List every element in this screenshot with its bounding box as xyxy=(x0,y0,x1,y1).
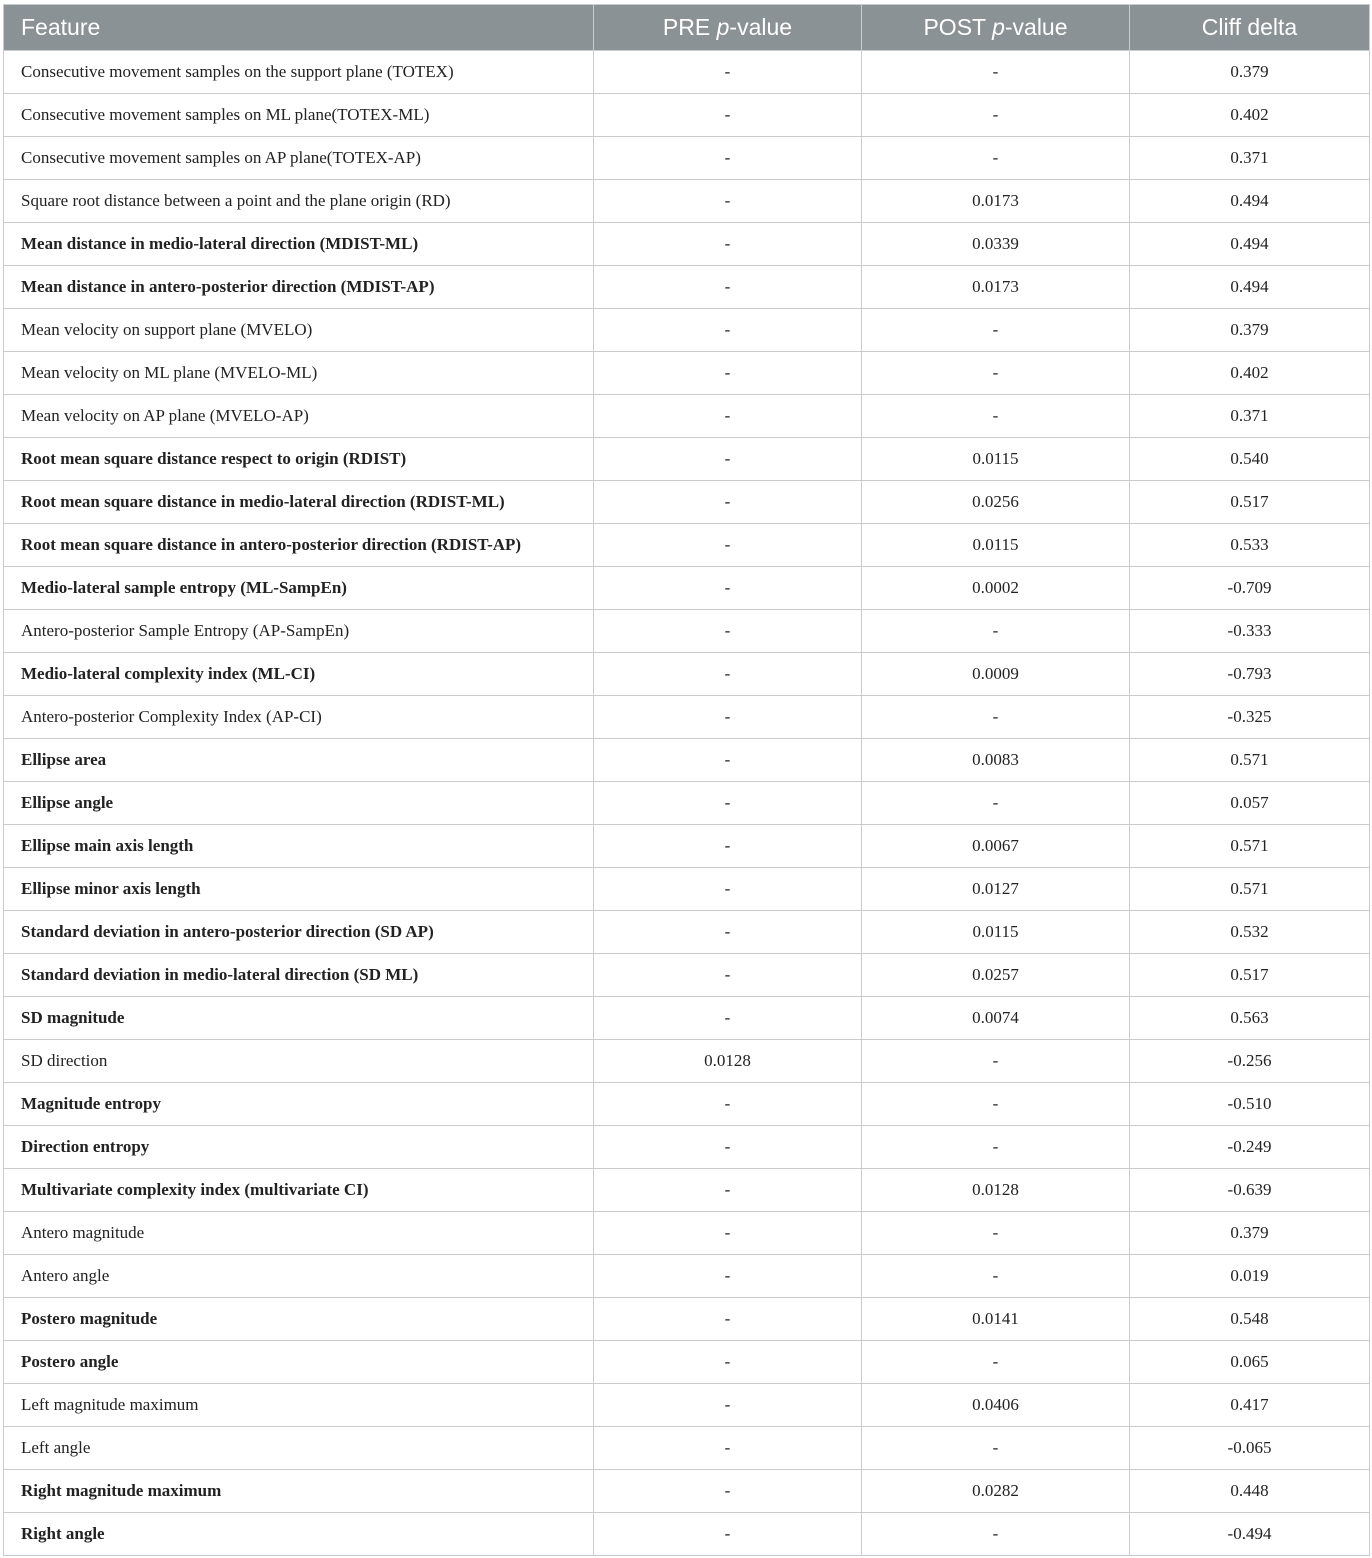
cell-cliff-delta: 0.548 xyxy=(1130,1298,1370,1341)
cell-post-p-value: - xyxy=(862,782,1130,825)
table-row xyxy=(4,524,1370,567)
cell-cliff-delta: -0.793 xyxy=(1130,653,1370,696)
table-row xyxy=(4,696,1370,739)
cell-feature: Mean velocity on ML plane (MVELO-ML) xyxy=(4,352,594,395)
cell-feature: SD direction xyxy=(4,1040,594,1083)
cell-post-p-value: 0.0256 xyxy=(862,481,1130,524)
table-row xyxy=(4,739,1370,782)
cell-pre-p-value: - xyxy=(594,51,862,94)
table-row xyxy=(4,1427,1370,1470)
cell-cliff-delta: -0.065 xyxy=(1130,1427,1370,1470)
cell-pre-p-value: - xyxy=(594,911,862,954)
header-pre-prefix: PRE xyxy=(662,14,717,40)
table-row xyxy=(4,911,1370,954)
table-row xyxy=(4,395,1370,438)
cell-post-p-value: 0.0002 xyxy=(862,567,1130,610)
cell-cliff-delta: -0.256 xyxy=(1130,1040,1370,1083)
cell-cliff-delta: -0.510 xyxy=(1130,1083,1370,1126)
table-row xyxy=(4,1513,1370,1556)
cell-pre-p-value: - xyxy=(594,567,862,610)
header-cliff-delta: Cliff delta xyxy=(1130,5,1370,51)
table-row xyxy=(4,1341,1370,1384)
cell-post-p-value: 0.0173 xyxy=(862,266,1130,309)
cell-feature: Multivariate complexity index (multivariate CI) xyxy=(4,1169,594,1212)
cell-cliff-delta: 0.065 xyxy=(1130,1341,1370,1384)
cell-pre-p-value: - xyxy=(594,1384,862,1427)
cell-cliff-delta: 0.379 xyxy=(1130,1212,1370,1255)
cell-cliff-delta: 0.057 xyxy=(1130,782,1370,825)
cell-post-p-value: - xyxy=(862,352,1130,395)
cell-post-p-value: - xyxy=(862,696,1130,739)
cell-cliff-delta: -0.333 xyxy=(1130,610,1370,653)
cell-pre-p-value: - xyxy=(594,997,862,1040)
cell-cliff-delta: 0.533 xyxy=(1130,524,1370,567)
cell-feature: Magnitude entropy xyxy=(4,1083,594,1126)
cell-feature: Standard deviation in antero-posterior direction (SD AP) xyxy=(4,911,594,954)
cell-feature: Ellipse main axis length xyxy=(4,825,594,868)
cell-pre-p-value: - xyxy=(594,1083,862,1126)
table-row xyxy=(4,954,1370,997)
table-row xyxy=(4,352,1370,395)
cell-feature: Consecutive movement samples on AP plane(TOTEX-AP) xyxy=(4,137,594,180)
table-row xyxy=(4,567,1370,610)
cell-pre-p-value: - xyxy=(594,1169,862,1212)
cell-pre-p-value: - xyxy=(594,739,862,782)
cell-post-p-value: - xyxy=(862,309,1130,352)
cell-cliff-delta: 0.532 xyxy=(1130,911,1370,954)
cell-post-p-value: 0.0115 xyxy=(862,438,1130,481)
cell-pre-p-value: - xyxy=(594,309,862,352)
cell-feature: Antero-posterior Complexity Index (AP-CI) xyxy=(4,696,594,739)
cell-pre-p-value: - xyxy=(594,1298,862,1341)
header-post-italic-p: p xyxy=(992,14,1005,40)
cell-feature: Antero magnitude xyxy=(4,1212,594,1255)
cell-feature: Left magnitude maximum xyxy=(4,1384,594,1427)
cell-pre-p-value: 0.0128 xyxy=(594,1040,862,1083)
cell-post-p-value: - xyxy=(862,51,1130,94)
cell-cliff-delta: -0.639 xyxy=(1130,1169,1370,1212)
cell-post-p-value: 0.0009 xyxy=(862,653,1130,696)
cell-feature: Ellipse angle xyxy=(4,782,594,825)
results-table-container xyxy=(3,4,1369,1556)
cell-pre-p-value: - xyxy=(594,696,862,739)
cell-post-p-value: 0.0128 xyxy=(862,1169,1130,1212)
table-row xyxy=(4,51,1370,94)
cell-pre-p-value: - xyxy=(594,825,862,868)
cell-feature: Direction entropy xyxy=(4,1126,594,1169)
cell-cliff-delta: -0.709 xyxy=(1130,567,1370,610)
table-row xyxy=(4,223,1370,266)
header-pre-p-value xyxy=(594,5,862,51)
cell-post-p-value: - xyxy=(862,1083,1130,1126)
cell-feature: Mean distance in antero-posterior direction (MDIST-AP) xyxy=(4,266,594,309)
cell-cliff-delta: 0.402 xyxy=(1130,94,1370,137)
table-row xyxy=(4,94,1370,137)
cell-cliff-delta: 0.571 xyxy=(1130,868,1370,911)
table-row xyxy=(4,1384,1370,1427)
header-pre-italic-p: p xyxy=(716,14,730,40)
cell-cliff-delta: 0.494 xyxy=(1130,223,1370,266)
cell-post-p-value: - xyxy=(862,1341,1130,1384)
cell-post-p-value: - xyxy=(862,1255,1130,1298)
cell-pre-p-value: - xyxy=(594,266,862,309)
cell-feature: Mean distance in medio-lateral direction (MDIST-ML) xyxy=(4,223,594,266)
cell-feature: Right angle xyxy=(4,1513,594,1556)
cell-cliff-delta: 0.494 xyxy=(1130,266,1370,309)
cell-post-p-value: - xyxy=(862,137,1130,180)
table-header xyxy=(4,5,1370,51)
cell-cliff-delta: 0.494 xyxy=(1130,180,1370,223)
cell-post-p-value: 0.0074 xyxy=(862,997,1130,1040)
cell-post-p-value: - xyxy=(862,1427,1130,1470)
cell-pre-p-value: - xyxy=(594,137,862,180)
cell-cliff-delta: 0.517 xyxy=(1130,954,1370,997)
cell-pre-p-value: - xyxy=(594,1126,862,1169)
cell-cliff-delta: 0.019 xyxy=(1130,1255,1370,1298)
cell-pre-p-value: - xyxy=(594,524,862,567)
cell-cliff-delta: -0.494 xyxy=(1130,1513,1370,1556)
table-row xyxy=(4,1083,1370,1126)
cell-pre-p-value: - xyxy=(594,223,862,266)
cell-post-p-value: - xyxy=(862,1126,1130,1169)
cell-pre-p-value: - xyxy=(594,481,862,524)
cell-pre-p-value: - xyxy=(594,954,862,997)
cell-pre-p-value: - xyxy=(594,395,862,438)
table-row xyxy=(4,868,1370,911)
cell-pre-p-value: - xyxy=(594,180,862,223)
cell-feature: Ellipse area xyxy=(4,739,594,782)
cell-cliff-delta: 0.571 xyxy=(1130,739,1370,782)
cell-post-p-value: 0.0173 xyxy=(862,180,1130,223)
cell-pre-p-value: - xyxy=(594,1212,862,1255)
cell-feature: Medio-lateral sample entropy (ML-SampEn) xyxy=(4,567,594,610)
cell-feature: Postero angle xyxy=(4,1341,594,1384)
cell-feature: Ellipse minor axis length xyxy=(4,868,594,911)
table-row xyxy=(4,309,1370,352)
cell-post-p-value: 0.0083 xyxy=(862,739,1130,782)
cell-pre-p-value: - xyxy=(594,1513,862,1556)
cell-pre-p-value: - xyxy=(594,1427,862,1470)
table-row xyxy=(4,782,1370,825)
cell-cliff-delta: 0.371 xyxy=(1130,395,1370,438)
cell-cliff-delta: -0.325 xyxy=(1130,696,1370,739)
cell-feature: SD magnitude xyxy=(4,997,594,1040)
cell-cliff-delta: 0.371 xyxy=(1130,137,1370,180)
results-table xyxy=(3,4,1370,1556)
cell-post-p-value: - xyxy=(862,1513,1130,1556)
cell-cliff-delta: 0.563 xyxy=(1130,997,1370,1040)
cell-cliff-delta: 0.402 xyxy=(1130,352,1370,395)
cell-feature: Left angle xyxy=(4,1427,594,1470)
cell-cliff-delta: 0.448 xyxy=(1130,1470,1370,1513)
table-row xyxy=(4,653,1370,696)
cell-feature: Root mean square distance in medio-lateral direction (RDIST-ML) xyxy=(4,481,594,524)
cell-post-p-value: - xyxy=(862,1212,1130,1255)
cell-post-p-value: 0.0282 xyxy=(862,1470,1130,1513)
cell-post-p-value: - xyxy=(862,94,1130,137)
cell-pre-p-value: - xyxy=(594,610,862,653)
table-row xyxy=(4,610,1370,653)
cell-feature: Right magnitude maximum xyxy=(4,1470,594,1513)
cell-cliff-delta: 0.540 xyxy=(1130,438,1370,481)
cell-post-p-value: 0.0115 xyxy=(862,524,1130,567)
cell-pre-p-value: - xyxy=(594,1341,862,1384)
cell-pre-p-value: - xyxy=(594,1255,862,1298)
cell-feature: Antero-posterior Sample Entropy (AP-SampEn) xyxy=(4,610,594,653)
table-row xyxy=(4,825,1370,868)
cell-pre-p-value: - xyxy=(594,352,862,395)
cell-post-p-value: 0.0067 xyxy=(862,825,1130,868)
cell-feature: Consecutive movement samples on the support plane (TOTEX) xyxy=(4,51,594,94)
header-post-prefix: POST xyxy=(923,14,993,40)
cell-feature: Square root distance between a point and the plane origin (RD) xyxy=(4,180,594,223)
cell-pre-p-value: - xyxy=(594,94,862,137)
table-row xyxy=(4,1169,1370,1212)
cell-pre-p-value: - xyxy=(594,782,862,825)
cell-post-p-value: 0.0141 xyxy=(862,1298,1130,1341)
cell-cliff-delta: 0.379 xyxy=(1130,309,1370,352)
cell-feature: Mean velocity on AP plane (MVELO-AP) xyxy=(4,395,594,438)
table-row xyxy=(4,1126,1370,1169)
cell-feature: Standard deviation in medio-lateral direction (SD ML) xyxy=(4,954,594,997)
cell-post-p-value: - xyxy=(862,610,1130,653)
table-row xyxy=(4,1470,1370,1513)
cell-pre-p-value: - xyxy=(594,653,862,696)
header-pre-suffix: -value xyxy=(729,14,793,40)
cell-pre-p-value: - xyxy=(594,1470,862,1513)
table-row xyxy=(4,180,1370,223)
cell-cliff-delta: 0.417 xyxy=(1130,1384,1370,1427)
table-row xyxy=(4,137,1370,180)
table-row xyxy=(4,1212,1370,1255)
header-post-p-value xyxy=(862,5,1130,51)
cell-pre-p-value: - xyxy=(594,438,862,481)
cell-post-p-value: 0.0127 xyxy=(862,868,1130,911)
cell-post-p-value: - xyxy=(862,395,1130,438)
header-feature: Feature xyxy=(4,5,594,51)
cell-feature: Medio-lateral complexity index (ML-CI) xyxy=(4,653,594,696)
cell-feature: Root mean square distance in antero-posterior direction (RDIST-AP) xyxy=(4,524,594,567)
cell-cliff-delta: -0.249 xyxy=(1130,1126,1370,1169)
table-row xyxy=(4,438,1370,481)
cell-cliff-delta: 0.571 xyxy=(1130,825,1370,868)
cell-cliff-delta: 0.379 xyxy=(1130,51,1370,94)
cell-feature: Postero magnitude xyxy=(4,1298,594,1341)
header-post-suffix: -value xyxy=(1004,14,1068,40)
cell-pre-p-value: - xyxy=(594,868,862,911)
table-row xyxy=(4,1255,1370,1298)
cell-feature: Root mean square distance respect to origin (RDIST) xyxy=(4,438,594,481)
cell-post-p-value: 0.0339 xyxy=(862,223,1130,266)
table-body xyxy=(4,51,1370,1556)
cell-feature: Mean velocity on support plane (MVELO) xyxy=(4,309,594,352)
cell-post-p-value: - xyxy=(862,1040,1130,1083)
table-row xyxy=(4,266,1370,309)
cell-post-p-value: 0.0406 xyxy=(862,1384,1130,1427)
header-row xyxy=(4,5,1370,51)
table-row xyxy=(4,1298,1370,1341)
table-row xyxy=(4,997,1370,1040)
cell-post-p-value: 0.0257 xyxy=(862,954,1130,997)
table-row xyxy=(4,481,1370,524)
table-row xyxy=(4,1040,1370,1083)
cell-cliff-delta: 0.517 xyxy=(1130,481,1370,524)
cell-feature: Consecutive movement samples on ML plane(TOTEX-ML) xyxy=(4,94,594,137)
cell-post-p-value: 0.0115 xyxy=(862,911,1130,954)
cell-feature: Antero angle xyxy=(4,1255,594,1298)
